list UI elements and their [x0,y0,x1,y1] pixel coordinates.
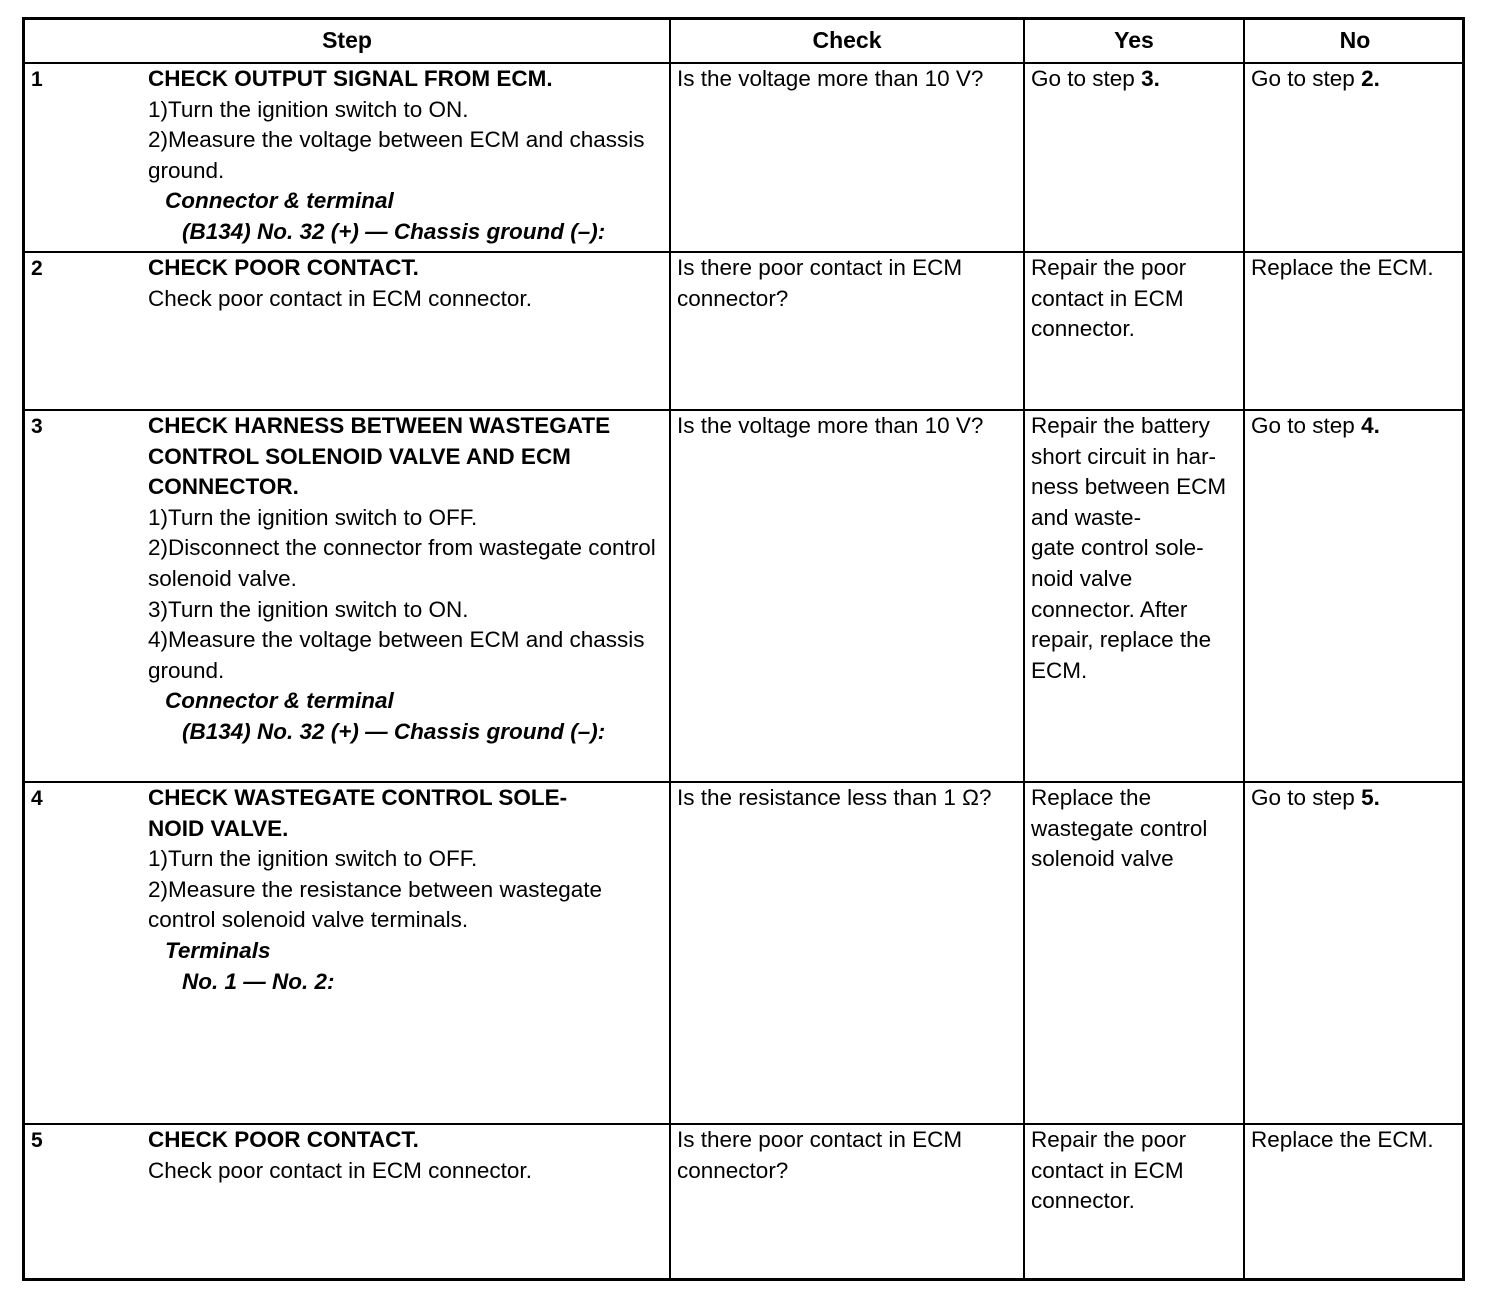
no-step-ref: 2. [1361,66,1380,91]
yes-cell-1 [1025,64,1245,253]
no-action: Go to step [1251,785,1362,810]
step-instruction: 4)Measure the voltage between ECM and chassis ground. [148,627,645,683]
step-cell-1 [25,64,671,253]
header-yes: Yes [1025,20,1245,64]
step-number: 1 [31,68,43,91]
no-cell-5 [1245,1125,1465,1281]
step-cell-3 [25,411,671,783]
step-number: 5 [31,1129,43,1152]
step-number: 3 [31,415,43,438]
yes-action: Replace the wastegate control solenoid valve [1031,785,1208,872]
header-check: Check [671,20,1025,64]
step-instruction: 1)Turn the ignition switch to OFF. [148,504,478,530]
yes-action: Repair the poor contact in ECM connector. [1031,255,1187,342]
step-instruction: 2)Measure the voltage between ECM and chassis ground. [148,127,645,183]
step-title: CHECK POOR CONTACT. [148,1127,419,1152]
yes-step-ref: 3. [1141,66,1160,91]
step-instruction: 2)Disconnect the connector from wastegate control solenoid valve. [148,535,656,591]
yes-cell-3 [1025,411,1245,783]
check-cell-1 [671,64,1025,253]
check-cell-2 [671,253,1025,411]
step-body [148,253,667,314]
no-cell-1 [1245,64,1465,253]
check-cell-3 [671,411,1025,783]
step-instruction: Check poor contact in ECM connector. [148,285,532,311]
step-body [148,1125,667,1186]
step-instruction: Check poor contact in ECM connector. [148,1157,532,1183]
step-title: CHECK WASTEGATE CONTROL SOLE- NOID VALVE. [148,785,568,841]
step-body [148,783,667,997]
step-instruction: 2)Measure the resistance between wastegate control solenoid valve terminals. [148,876,603,933]
step-instruction: 1)Turn the ignition switch to ON. [148,96,469,122]
check-question: Is the voltage more than 10 V? [677,413,984,438]
yes-action: Repair the battery short circuit in har- ness between ECM and waste- gate control sole- noid valve connector. After repair, replace the ECM. [1031,413,1227,683]
step-title: CHECK OUTPUT SIGNAL FROM ECM. [148,66,553,91]
no-cell-4 [1245,783,1465,1125]
yes-action: Go to step [1031,66,1142,91]
no-action: Replace the ECM. [1251,1127,1434,1152]
spec-label: Connector & terminal [165,688,394,714]
yes-cell-4 [1025,783,1245,1125]
step-number: 2 [31,257,43,280]
yes-cell-5 [1025,1125,1245,1281]
no-action: Go to step [1251,413,1362,438]
step-body [148,64,667,248]
check-question: Is there poor contact in ECM connector? [677,1127,963,1183]
no-action: Go to step [1251,66,1362,91]
spec-value: (B134) No. 32 (+) — Chassis ground (–): [182,718,606,744]
spec-value: (B134) No. 32 (+) — Chassis ground (–): [182,218,606,244]
troubleshooting-table [22,17,1465,1281]
step-cell-4 [25,783,671,1125]
step-cell-2 [25,253,671,411]
no-step-ref: 5. [1361,785,1380,810]
step-title: CHECK HARNESS BETWEEN WASTEGATE CONTROL SOLENOID VALVE AND ECM CONNECTOR. [148,413,611,500]
yes-cell-2 [1025,253,1245,411]
no-cell-3 [1245,411,1465,783]
check-cell-4 [671,783,1025,1125]
step-instruction: 1)Turn the ignition switch to OFF. [148,846,478,872]
check-question: Is the voltage more than 10 V? [677,66,984,91]
step-body [148,411,667,748]
no-step-ref: 4. [1361,413,1380,438]
step-title: CHECK POOR CONTACT. [148,255,419,280]
no-action: Replace the ECM. [1251,255,1434,280]
header-step: Step [25,20,671,64]
header-no: No [1245,20,1465,64]
step-number: 4 [31,787,43,810]
check-cell-5 [671,1125,1025,1281]
spec-value: No. 1 — No. 2: [182,968,335,994]
step-instruction: 3)Turn the ignition switch to ON. [148,596,469,622]
spec-label: Terminals [165,937,271,963]
yes-action: Repair the poor contact in ECM connector. [1031,1127,1187,1214]
no-cell-2 [1245,253,1465,411]
spec-label: Connector & terminal [165,188,394,214]
check-question: Is there poor contact in ECM connector? [677,255,963,311]
step-cell-5 [25,1125,671,1281]
check-question: Is the resistance less than 1 Ω? [677,785,992,810]
